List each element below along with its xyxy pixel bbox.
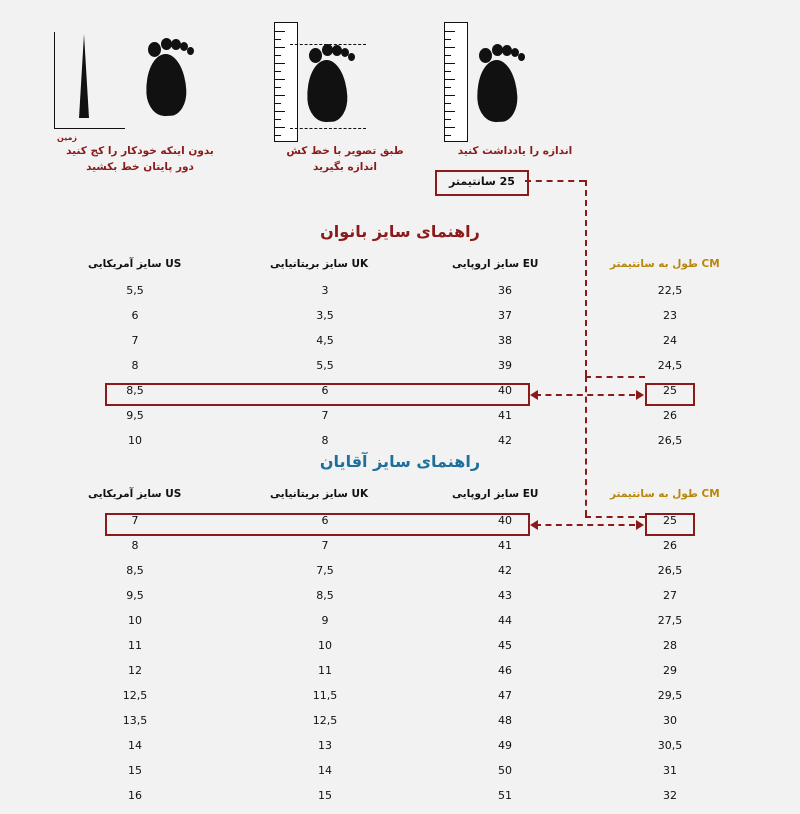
step-measure-caption-line2: اندازه بگیرید	[313, 161, 377, 174]
cell-cm: 26,5	[657, 564, 683, 577]
table-row	[80, 664, 720, 689]
table-row	[80, 284, 720, 309]
women-header-cm-label: طول به سانتیمتر	[610, 258, 698, 270]
cell-us: 8	[131, 359, 139, 372]
cell-cm: 22,5	[657, 284, 683, 297]
cell-cm: 25	[663, 514, 677, 527]
women-header-uk-unit: UK	[351, 258, 369, 270]
cell-uk: 7	[321, 409, 329, 422]
women-header-eu	[452, 258, 538, 270]
cell-cm: 25	[663, 384, 677, 397]
connector-callout-right	[525, 180, 585, 182]
men-header-us-label: سایز آمریکایی	[88, 488, 162, 500]
cell-eu: 42	[498, 564, 512, 577]
cell-eu: 43	[498, 589, 512, 602]
men-header-eu-unit: EU	[522, 488, 539, 500]
cell-eu: 40	[498, 514, 512, 527]
cell-us: 16	[128, 789, 142, 802]
women-row-connector	[535, 394, 635, 396]
cell-us: 9,5	[126, 409, 144, 422]
ground-label: زمین	[57, 133, 78, 142]
step-note	[415, 18, 615, 159]
cell-eu: 50	[498, 764, 512, 777]
cell-us: 7	[131, 334, 139, 347]
cell-us: 14	[128, 739, 142, 752]
cell-eu: 39	[498, 359, 512, 372]
cell-eu: 36	[498, 284, 512, 297]
cell-us: 12	[128, 664, 142, 677]
cell-uk: 4,5	[316, 334, 334, 347]
table-row	[80, 689, 720, 714]
cell-uk: 10	[318, 639, 332, 652]
cell-us: 10	[128, 614, 142, 627]
cell-eu: 44	[498, 614, 512, 627]
men-header-uk-unit: UK	[351, 488, 369, 500]
women-header-cm	[610, 258, 720, 270]
cell-us: 10	[128, 434, 142, 447]
cell-uk: 13	[318, 739, 332, 752]
cell-eu: 46	[498, 664, 512, 677]
table-row	[80, 639, 720, 664]
cell-uk: 8,5	[316, 589, 334, 602]
table-row	[80, 539, 720, 564]
cell-cm: 27,5	[657, 614, 683, 627]
men-header-uk	[270, 488, 368, 500]
men-header-cm	[610, 488, 720, 500]
cell-eu: 40	[498, 384, 512, 397]
cell-us: 7	[131, 514, 139, 527]
cell-cm: 26	[663, 409, 677, 422]
cell-uk: 6	[321, 384, 329, 397]
cell-us: 8	[131, 539, 139, 552]
cell-uk: 6	[321, 514, 329, 527]
table-row-highlighted	[80, 514, 720, 539]
cell-eu: 51	[498, 789, 512, 802]
cell-cm: 32	[663, 789, 677, 802]
step-trace	[40, 18, 240, 176]
women-header-us-unit: US	[165, 258, 182, 270]
ground-corner-icon	[54, 32, 125, 142]
table-row	[80, 359, 720, 384]
cell-eu: 48	[498, 714, 512, 727]
men-header-us-unit: US	[165, 488, 182, 500]
cell-eu: 42	[498, 434, 512, 447]
table-row	[80, 614, 720, 639]
cell-uk: 3,5	[316, 309, 334, 322]
women-row-arrow	[530, 390, 538, 400]
cell-uk: 9	[321, 614, 329, 627]
step-trace-caption-line2: دور پایتان خط بکشید	[86, 161, 194, 174]
cell-us: 13,5	[122, 714, 148, 727]
step-trace-caption-line1: بدون اینکه خودکار را کج کنید	[66, 145, 214, 157]
table-row	[80, 409, 720, 434]
cell-eu: 38	[498, 334, 512, 347]
cell-cm: 30,5	[657, 739, 683, 752]
table-row	[80, 309, 720, 334]
table-row	[80, 564, 720, 589]
cell-us: 15	[128, 764, 142, 777]
women-header-us-label: سایز آمریکایی	[88, 258, 162, 270]
measurement-callout: 25 سانتیمتر	[435, 170, 529, 196]
footprint-icon	[477, 40, 523, 122]
cell-eu: 41	[498, 539, 512, 552]
footprint-icon	[146, 34, 192, 116]
cell-cm: 28	[663, 639, 677, 652]
cell-us: 9,5	[126, 589, 144, 602]
men-header-us	[88, 488, 181, 500]
men-header-uk-label: سایز بریتانیایی	[270, 488, 348, 500]
table-row	[80, 714, 720, 739]
cell-uk: 12,5	[312, 714, 338, 727]
cell-eu: 45	[498, 639, 512, 652]
cell-uk: 5,5	[316, 359, 334, 372]
measure-line-bottom	[290, 128, 366, 129]
cell-uk: 7	[321, 539, 329, 552]
step-note-art	[415, 18, 615, 143]
cell-us: 8,5	[126, 564, 144, 577]
men-section-title: راهنمای سایز آقایان	[319, 452, 481, 471]
women-header-us	[88, 258, 181, 270]
women-header-cm-unit: CM	[701, 258, 720, 270]
cell-cm: 26,5	[657, 434, 683, 447]
cell-us: 6	[131, 309, 139, 322]
cell-cm: 29,5	[657, 689, 683, 702]
step-note-caption	[415, 143, 615, 159]
cell-us: 5,5	[126, 284, 144, 297]
table-row	[80, 739, 720, 764]
table-row	[80, 589, 720, 614]
ruler-icon	[274, 22, 298, 142]
women-size-table	[80, 258, 720, 459]
cell-cm: 24,5	[657, 359, 683, 372]
men-header-eu	[452, 488, 538, 500]
table-row	[80, 334, 720, 359]
cell-us: 12,5	[122, 689, 148, 702]
men-size-table	[80, 488, 720, 814]
women-section-title: راهنمای سایز بانوان	[320, 222, 480, 241]
cell-eu: 37	[498, 309, 512, 322]
cell-cm: 23	[663, 309, 677, 322]
men-header-cm-label: طول به سانتیمتر	[610, 488, 698, 500]
women-table-header	[80, 258, 720, 284]
cell-uk: 11	[318, 664, 332, 677]
cell-uk: 14	[318, 764, 332, 777]
footprint-icon	[307, 40, 353, 122]
table-row	[80, 764, 720, 789]
cell-us: 8,5	[126, 384, 144, 397]
men-row-connector	[535, 524, 635, 526]
cell-uk: 3	[321, 284, 329, 297]
men-cm-arrow	[636, 520, 644, 530]
table-row	[80, 789, 720, 814]
women-header-eu-label: سایز اروپایی	[452, 258, 520, 270]
cell-cm: 24	[663, 334, 677, 347]
table-row-highlighted	[80, 384, 720, 409]
cell-cm: 27	[663, 589, 677, 602]
women-cm-arrow	[636, 390, 644, 400]
women-header-eu-unit: EU	[522, 258, 539, 270]
measure-line-top	[290, 44, 366, 45]
cell-eu: 49	[498, 739, 512, 752]
cell-uk: 8	[321, 434, 329, 447]
men-header-cm-unit: CM	[701, 488, 720, 500]
cell-cm: 31	[663, 764, 677, 777]
cell-eu: 47	[498, 689, 512, 702]
women-header-uk	[270, 258, 368, 270]
cell-cm: 29	[663, 664, 677, 677]
cell-cm: 30	[663, 714, 677, 727]
cell-eu: 41	[498, 409, 512, 422]
step-trace-art	[40, 18, 240, 143]
cell-uk: 7,5	[316, 564, 334, 577]
men-row-arrow	[530, 520, 538, 530]
cell-cm: 26	[663, 539, 677, 552]
men-table-header	[80, 488, 720, 514]
women-header-uk-label: سایز بریتانیایی	[270, 258, 348, 270]
cell-uk: 11,5	[312, 689, 338, 702]
ruler-icon	[444, 22, 468, 142]
step-note-caption-line1: اندازه را یادداشت کنید	[457, 145, 573, 157]
instruction-steps	[0, 0, 800, 205]
cell-us: 11	[128, 639, 142, 652]
step-trace-caption	[40, 143, 240, 176]
step-measure-caption-line1: طبق تصویر با خط کش	[286, 145, 404, 157]
pen-icon	[79, 34, 89, 118]
men-header-eu-label: سایز اروپایی	[452, 488, 520, 500]
cell-uk: 15	[318, 789, 332, 802]
